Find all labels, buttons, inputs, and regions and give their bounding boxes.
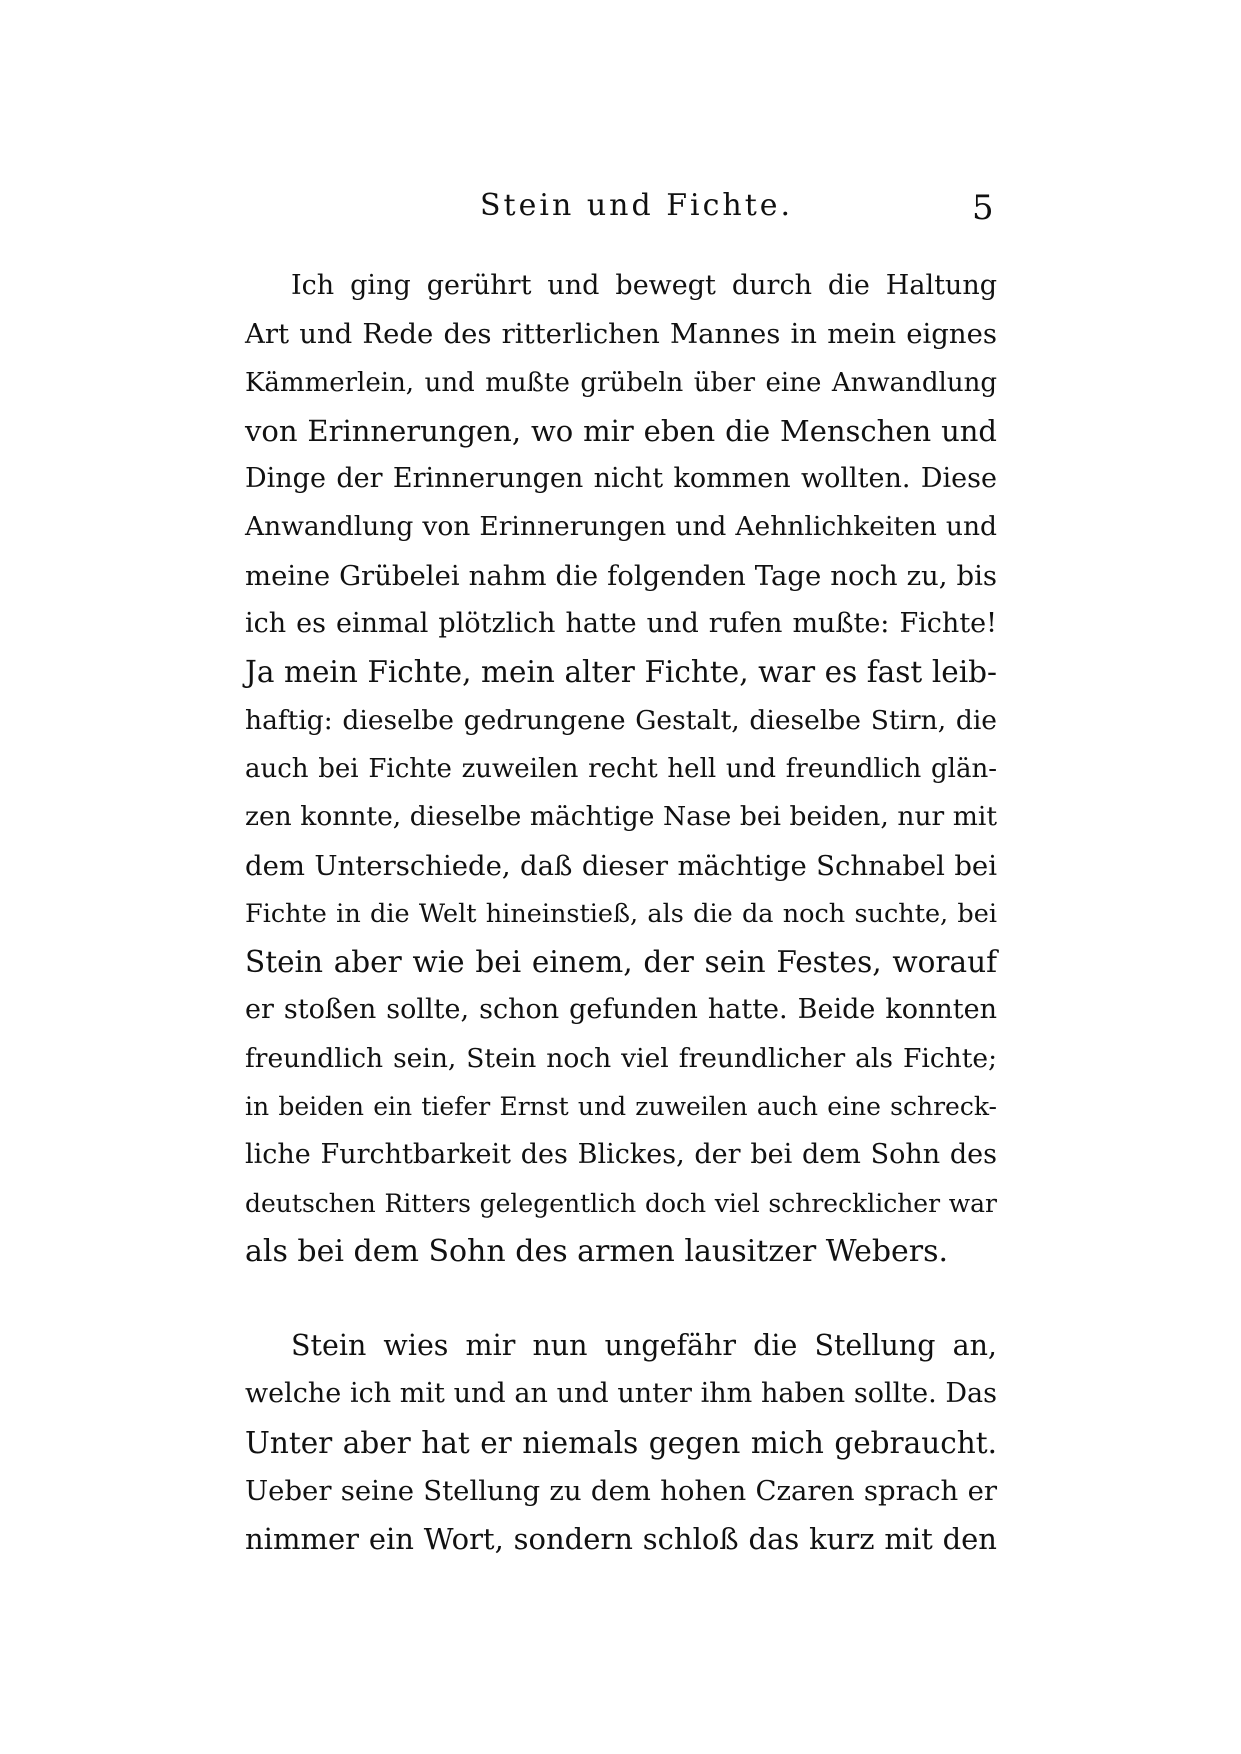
paragraph-2 bbox=[245, 1322, 997, 1563]
text-line: auch bei Fichte zuweilen recht hell und freundlich glän- bbox=[245, 753, 997, 784]
text-line: Kämmerlein, und mußte grübeln über eine Anwandlung bbox=[245, 367, 997, 398]
text-line: zen konnte, dieselbe mächtige Nase bei beiden, nur mit bbox=[245, 801, 997, 833]
text-line: er stoßen sollte, schon gefunden hatte. Beide konnten bbox=[245, 994, 997, 1026]
text-line: Ja mein Fichte, mein alter Fichte, war es fast leib- bbox=[245, 655, 997, 690]
text-line: haftig: dieselbe gedrungene Gestalt, dieselbe Stirn, die bbox=[245, 704, 997, 736]
text-line: Fichte in die Welt hineinstieß, als die da noch suchte, bei bbox=[245, 898, 997, 929]
text-line: ich es einmal plötzlich hatte und rufen mußte: Fichte! bbox=[245, 608, 997, 640]
paragraph-1 bbox=[245, 262, 997, 1276]
text-line: Stein wies mir nun ungefähr die Stellung an, bbox=[291, 1329, 997, 1362]
text-line: welche ich mit und an und unter ihm haben sollte. Das bbox=[245, 1378, 997, 1410]
text-line: Dinge der Erinnerungen nicht kommen wollten. Diese bbox=[245, 463, 997, 495]
text-line: Stein aber wie bei einem, der sein Festes, worauf bbox=[245, 945, 997, 980]
text-line: als bei dem Sohn des armen lausitzer Webers. bbox=[245, 1233, 949, 1269]
text-line: freundlich sein, Stein noch viel freundlicher als Fichte; bbox=[245, 1042, 997, 1074]
running-head: Stein und Fichte. bbox=[480, 188, 794, 223]
text-line: Ueber seine Stellung zu dem hohen Czaren sprach er bbox=[245, 1474, 997, 1507]
page-number: 5 bbox=[972, 188, 994, 228]
text-line: meine Grübelei nahm die folgenden Tage noch zu, bis bbox=[245, 559, 997, 592]
text-line: nimmer ein Wort, sondern schloß das kurz mit den bbox=[245, 1522, 997, 1557]
text-line: in beiden ein tiefer Ernst und zuweilen auch eine schreck- bbox=[245, 1092, 997, 1122]
text-line: dem Unterschiede, daß dieser mächtige Schnabel bei bbox=[245, 849, 997, 882]
text-line: liche Furchtbarkeit des Blickes, der bei dem Sohn des bbox=[245, 1139, 997, 1171]
text-line: Art und Rede des ritterlichen Mannes in mein eignes bbox=[245, 318, 997, 351]
text-line: Ich ging gerührt und bewegt durch die Haltung bbox=[291, 270, 997, 301]
text-line: Anwandlung von Erinnerungen und Aehnlichkeiten und bbox=[245, 511, 997, 543]
text-line: deutschen Ritters gelegentlich doch viel schrecklicher war bbox=[245, 1188, 997, 1218]
text-line: von Erinnerungen, wo mir eben die Menschen und bbox=[245, 413, 997, 448]
text-line: Unter aber hat er niemals gegen mich gebraucht. bbox=[245, 1425, 997, 1460]
